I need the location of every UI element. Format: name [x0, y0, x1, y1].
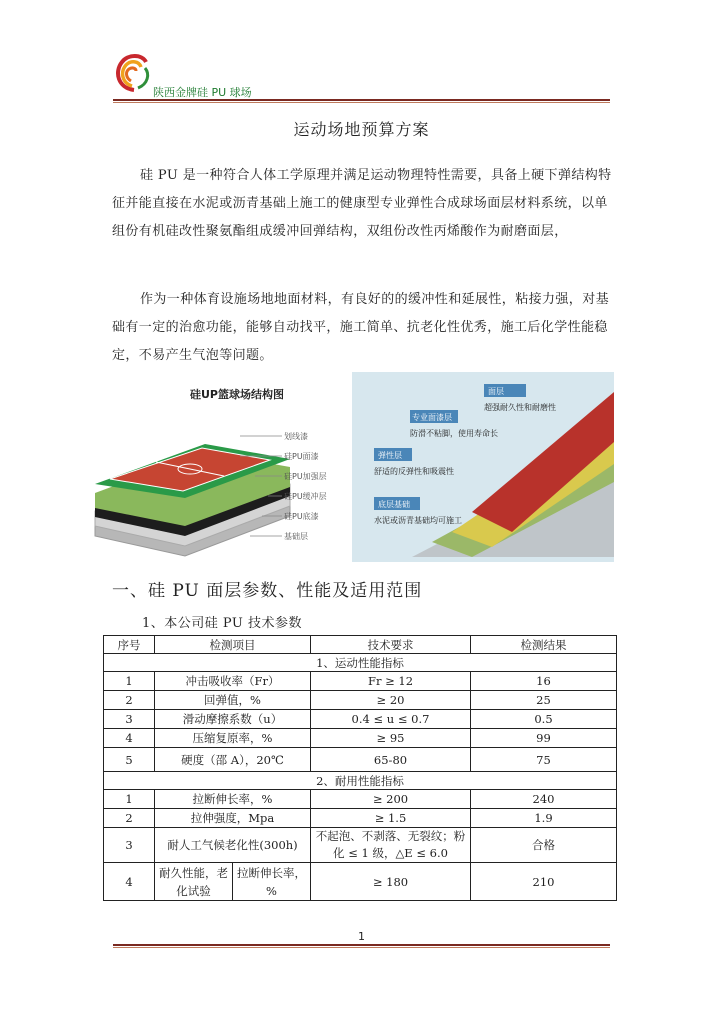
- table-row: [104, 828, 617, 863]
- section-heading: 一、硅 PU 面层参数、性能及适用范围: [112, 581, 423, 601]
- cell-item: 冲击吸收率（Fr）: [155, 672, 311, 691]
- company-name: 陕西金牌硅 PU 球场: [153, 86, 252, 99]
- cell-item: 拉伸强度，Mpa: [155, 809, 311, 828]
- cell-item: 压缩复原率，%: [155, 729, 311, 748]
- cell-result: 25: [471, 691, 617, 710]
- table-row: [104, 729, 617, 748]
- table-row: [104, 691, 617, 710]
- cell-req: ≥ 180: [311, 863, 471, 901]
- table-group-row: [104, 772, 617, 790]
- cell-item: 回弹值，%: [155, 691, 311, 710]
- cell-req: ≥ 20: [311, 691, 471, 710]
- features-paragraph-text: 作为一种体育设施场地地面材料，有良好的的缓冲性和延展性，粘接力强，对基础有一定的治愈功能，能够自动找平，施工简单、抗老化性优秀，施工后化学性能稳定，不易产生气泡等问题。: [112, 292, 610, 363]
- cell-no: 3: [104, 710, 155, 729]
- table-row: [104, 863, 617, 901]
- cell-req: 65-80: [311, 748, 471, 772]
- features-paragraph: [112, 286, 612, 370]
- cell-result: 210: [471, 863, 617, 901]
- cutaway-tag: 弹性层: [378, 451, 402, 460]
- table-subheading: 1、本公司硅 PU 技术参数: [142, 616, 303, 631]
- intro-paragraph: [112, 162, 612, 246]
- cell-result: 99: [471, 729, 617, 748]
- header-divider: [113, 99, 610, 101]
- cell-result: 75: [471, 748, 617, 772]
- cell-no: 5: [104, 748, 155, 772]
- cell-result: 1.9: [471, 809, 617, 828]
- cell-result: 0.5: [471, 710, 617, 729]
- court-layer-label: 划线漆: [284, 432, 308, 441]
- cell-item: 硬度（邵 A），20℃: [155, 748, 311, 772]
- cell-result: 16: [471, 672, 617, 691]
- footer-divider: [113, 944, 610, 946]
- cutaway-desc: 舒适的反弹性和吸震性: [374, 467, 454, 476]
- cell-req: ≥ 200: [311, 790, 471, 809]
- header-cell: 技术要求: [311, 636, 471, 654]
- cell-no: 1: [104, 672, 155, 691]
- table-row: [104, 672, 617, 691]
- cell-item: 滑动摩擦系数（u）: [155, 710, 311, 729]
- cell-result: 合格: [471, 828, 617, 863]
- cell-no: 3: [104, 828, 155, 863]
- cell-no: 2: [104, 691, 155, 710]
- cell-req: ≥ 95: [311, 729, 471, 748]
- intro-paragraph-text: 硅 PU 是一种符合人体工学原理并满足运动物理特性需要，具备上硬下弹结构特征并能直接在水泥或沥青基础上施工的健康型专业弹性合成球场面层材料系统，以单组份有机硅改性聚氨酯组成缓冲回弹结构，双组份改性丙烯酸作为耐磨面层，: [112, 168, 612, 239]
- layer-cutaway-figure: [352, 372, 614, 562]
- cutaway-desc: 超强耐久性和耐磨性: [484, 403, 556, 412]
- cell-item: 拉断伸长率，%: [155, 790, 311, 809]
- cell-no: 4: [104, 863, 155, 901]
- cutaway-tag: 面层: [488, 387, 504, 396]
- cutaway-desc: 防滑不粘脚，使用寿命长: [410, 429, 498, 438]
- page-number: 1: [358, 930, 365, 943]
- group-title: 1、运动性能指标: [104, 654, 617, 672]
- cell-item: 耐久性能，老化试验: [155, 863, 233, 901]
- tech-spec-table: [103, 635, 617, 901]
- header-cell: 检测结果: [471, 636, 617, 654]
- court-layer-label: 硅PU加强层: [284, 472, 327, 481]
- cell-req: Fr ≥ 12: [311, 672, 471, 691]
- header-divider-thin: [113, 102, 610, 103]
- group-title: 2、耐用性能指标: [104, 772, 617, 790]
- court-structure-figure: [90, 376, 345, 561]
- table-header-row: [104, 636, 617, 654]
- swirl-logo-icon: [112, 50, 152, 94]
- court-layer-label: 硅PU缓冲层: [284, 492, 327, 501]
- court-layer-label: 硅PU底漆: [284, 512, 319, 521]
- cutaway-desc: 水泥或沥青基础均可施工: [374, 516, 462, 525]
- cell-req: ≥ 1.5: [311, 809, 471, 828]
- cell-req: 不起泡、不剥落、无裂纹；粉化 ≤ 1 级，△E ≤ 6.0: [311, 828, 471, 863]
- court-figure-title: 硅UP篮球场结构图: [190, 388, 284, 401]
- cutaway-tag: 专业面漆层: [412, 413, 452, 422]
- cell-item: 耐人工气候老化性(300h): [155, 828, 311, 863]
- table-row: [104, 748, 617, 772]
- court-layer-label: 硅PU面漆: [284, 452, 319, 461]
- table-group-row: [104, 654, 617, 672]
- table-row: [104, 790, 617, 809]
- footer-divider-thin: [113, 947, 610, 948]
- cell-item-sub: 拉断伸长率，%: [233, 863, 311, 901]
- cell-req: 0.4 ≤ u ≤ 0.7: [311, 710, 471, 729]
- table-row: [104, 809, 617, 828]
- cutaway-tag: 底层基础: [378, 500, 410, 509]
- cell-result: 240: [471, 790, 617, 809]
- court-layer-label: 基础层: [284, 532, 308, 541]
- cell-no: 2: [104, 809, 155, 828]
- header-cell: 检测项目: [155, 636, 311, 654]
- header-cell: 序号: [104, 636, 155, 654]
- document-title: 运动场地预算方案: [293, 120, 430, 139]
- cell-no: 1: [104, 790, 155, 809]
- cell-no: 4: [104, 729, 155, 748]
- table-row: [104, 710, 617, 729]
